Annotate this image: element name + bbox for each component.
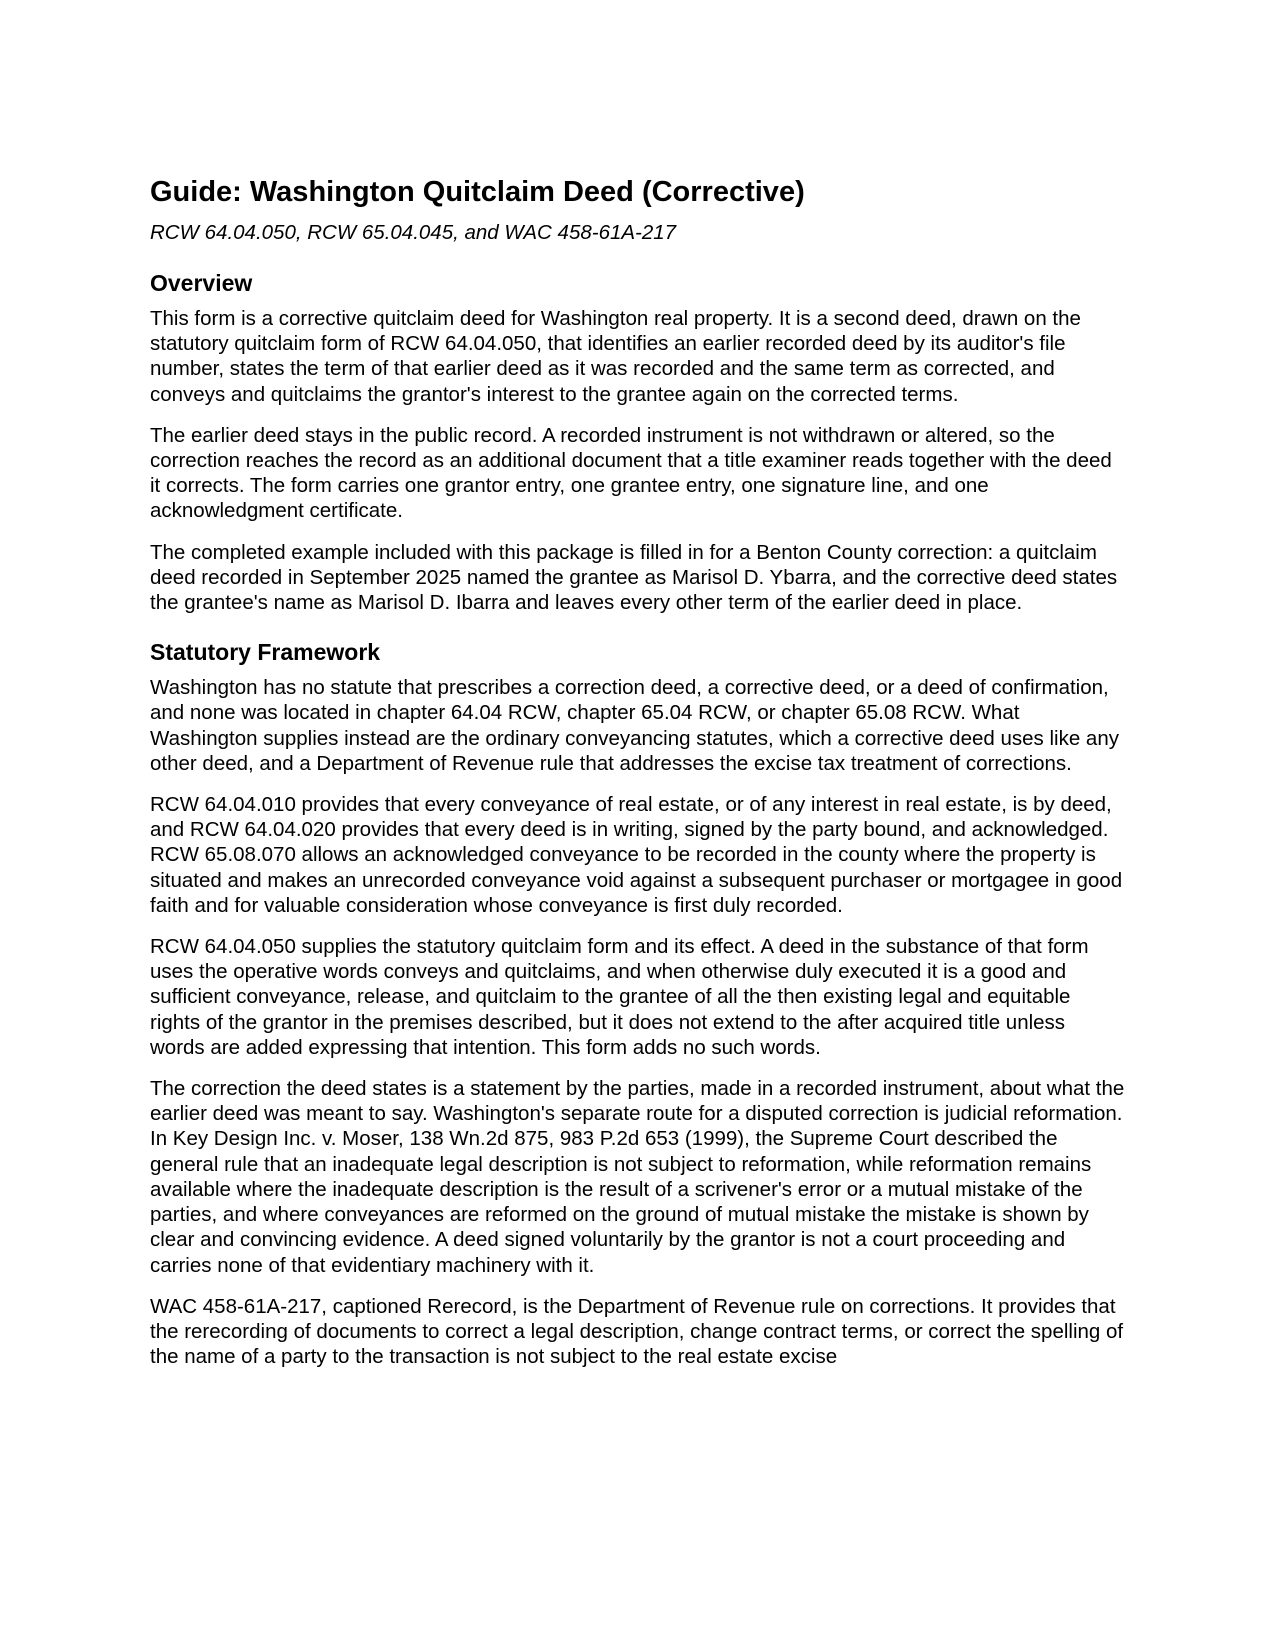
section-statutory-framework	[150, 637, 1125, 1369]
paragraph: The completed example included with this package is filled in for a Benton County correction: a quitclaim deed recorded in September 2025 named the grantee as Marisol D. Ybarra, and the corrective deed states the grantee's name as Marisol D. Ibarra and leaves every other term of the earlier deed in place.	[150, 540, 1118, 615]
paragraph: RCW 64.04.050 supplies the statutory quitclaim form and its effect. A deed in the substance of that form uses the operative words conveys and quitclaims, and when otherwise duly executed it is a good and sufficient conveyance, release, and quitclaim to the grantee of all the then existing legal and equitable rights of the grantor in the premises described, but it does not extend to the after acquired title unless words are added expressing that intention. This form adds no such words.	[150, 935, 1089, 1059]
paragraph: The correction the deed states is a statement by the parties, made in a recorded instrument, about what the earlier deed was meant to say. Washington's separate route for a disputed correction is judicial reformation. In Key Design Inc. v. Moser, 138 Wn.2d 875, 983 P.2d 653 (1999), the Supreme Court described the general rule that an inadequate legal description is not subject to reformation, while reformation remains available where the inadequate description is the result of a scrivener's error or a mutual mistake of the parties, and where conveyances are reformed on the ground of mutual mistake the mistake is shown by clear and convincing evidence. A deed signed voluntarily by the grantor is not a court proceeding and carries none of that evidentiary machinery with it.	[150, 1077, 1125, 1277]
document-subtitle: RCW 64.04.050, RCW 65.04.045, and WAC 458-61A-217	[150, 221, 677, 244]
paragraph: Washington has no statute that prescribes a correction deed, a corrective deed, or a deed of confirmation, and none was located in chapter 64.04 RCW, chapter 65.04 RCW, or chapter 65.08 RCW. What Washington supplies instead are the ordinary conveyancing statutes, which a corrective deed uses like any other deed, and a Department of Revenue rule that addresses the excise tax treatment of corrections.	[150, 676, 1119, 775]
document-title: Guide: Washington Quitclaim Deed (Corrective)	[150, 176, 805, 208]
paragraph: The earlier deed stays in the public record. A recorded instrument is not withdrawn or altered, so the correction reaches the record as an additional document that a title examiner reads together with the deed it corrects. The form carries one grantor entry, one grantee entry, one signature line, and one acknowledgment certificate.	[150, 423, 1112, 523]
paragraph: RCW 64.04.010 provides that every conveyance of real estate, or of any interest in real estate, is by deed, and RCW 64.04.020 provides that every deed is in writing, signed by the party bound, and acknowledged. RCW 65.08.070 allows an acknowledged conveyance to be recorded in the county where the property is situated and makes an unrecorded conveyance void against a subsequent purchaser or mortgagee in good faith and for valuable consideration whose conveyance is first duly recorded.	[150, 793, 1123, 917]
paragraph: This form is a corrective quitclaim deed for Washington real property. It is a second deed, drawn on the statutory quitclaim form of RCW 64.04.050, that identifies an earlier recorded deed by its auditor's file number, states the term of that earlier deed as it was recorded and the same term as corrected, and conveys and quitclaims the grantor's interest to the grantee again on the corrected terms.	[150, 307, 1081, 406]
section-overview	[150, 268, 1125, 615]
section-heading: Statutory Framework	[150, 639, 381, 666]
section-heading: Overview	[150, 270, 253, 296]
document-page	[150, 174, 1125, 1369]
paragraph: WAC 458-61A-217, captioned Rerecord, is the Department of Revenue rule on corrections. It provides that the rerecording of documents to correct a legal description, change contract terms, or correct the spelling of the name of a party to the transaction is not subject to the real estate excise	[150, 1294, 1124, 1369]
